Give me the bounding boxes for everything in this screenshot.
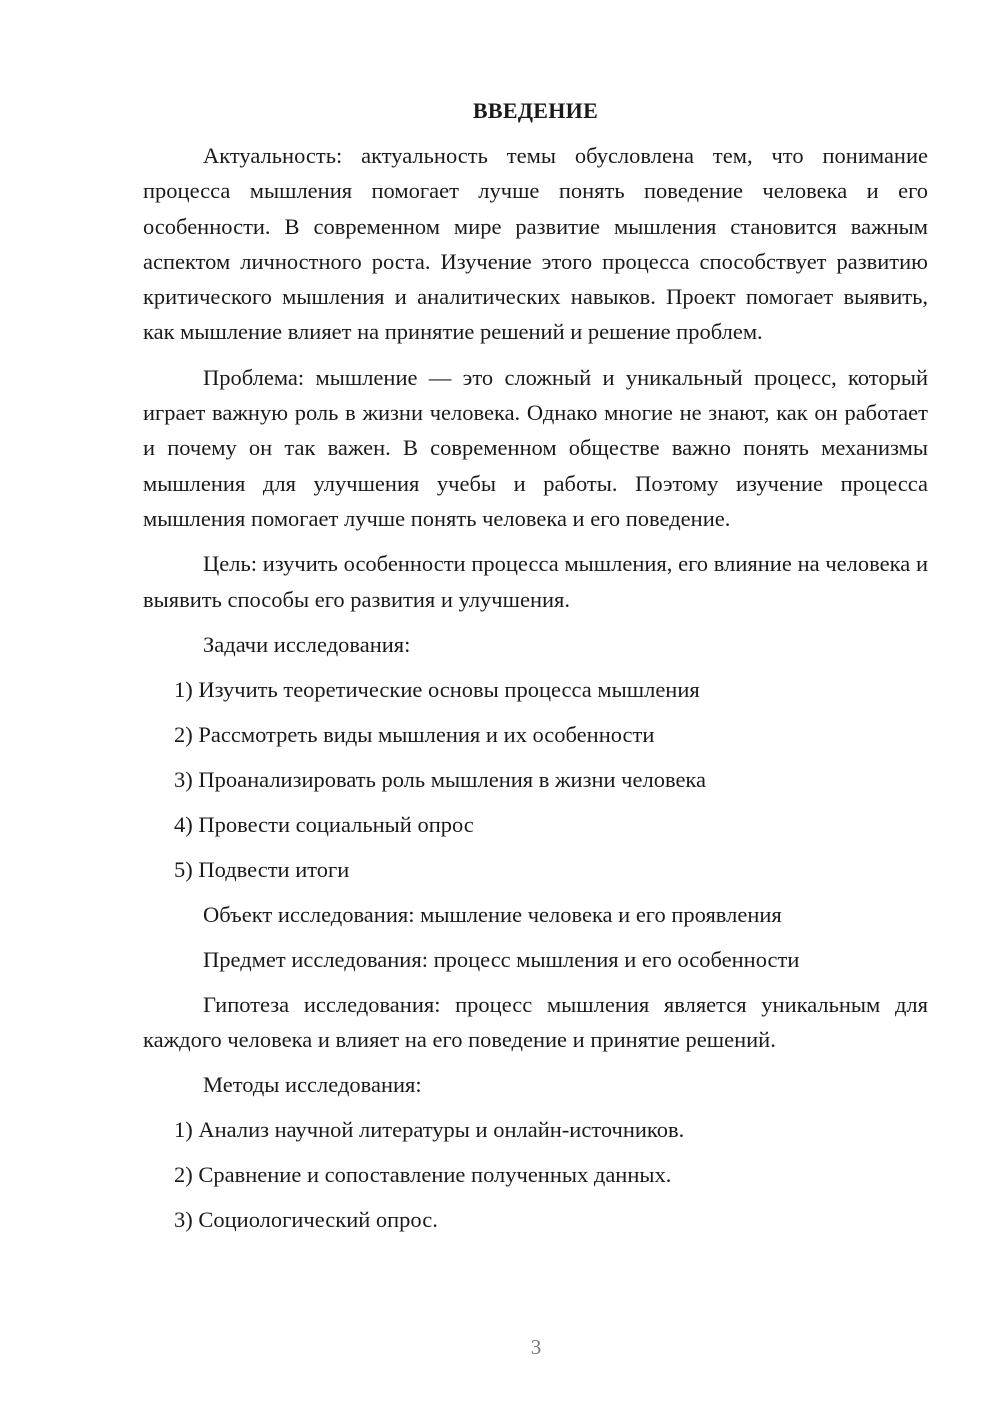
methods-title: Методы исследования: — [203, 1072, 422, 1098]
task-item: 3) Проанализировать роль мышления в жизни человека — [174, 766, 707, 792]
task-item: 5) Подвести итоги — [174, 856, 350, 882]
method-item: 3) Социологический опрос. — [174, 1207, 438, 1233]
task-item: 2) Рассмотреть виды мышления и их особенности — [174, 721, 655, 747]
problem-paragraph: Проблема: мышление — это сложный и уникальный процесс, который играет важную роль в жизни человека. Однако многие не знают, как он работает и почему он так важен. В современном обществе важно понять механизмы мышления для улучшения учебы и работы. Поэтому изучение процесса мышления помогает лучше понять человека и его поведение. — [143, 364, 928, 531]
goal-paragraph: Цель: изучить особенности процесса мышления, его влияние на человека и выявить способы его развития и улучшения. — [143, 551, 928, 612]
subject-line: Предмет исследования: процесс мышления и его особенности — [203, 946, 800, 972]
page-content — [143, 95, 928, 1247]
page-number: 3 — [530, 1335, 542, 1359]
object-line: Объект исследования: мышление человека и его проявления — [203, 901, 782, 927]
method-item: 1) Анализ научной литературы и онлайн-источников. — [174, 1117, 685, 1143]
section-heading: ВВЕДЕНИЕ — [472, 98, 599, 123]
tasks-title: Задачи исследования: — [203, 631, 411, 657]
relevance-paragraph: Актуальность: актуальность темы обусловлена тем, что понимание процесса мышления помогает лучше понять поведение человека и его особенности. В современном мире развитие мышления становится важным аспектом личностного роста. Изучение этого процесса способствует развитию критического мышления и аналитических навыков. Проект помогает выявить, как мышление влияет на принятие решений и решение проблем. — [143, 143, 928, 345]
hypothesis-paragraph: Гипотеза исследования: процесс мышления является уникальным для каждого человека и влияет на его поведение и принятие решений. — [143, 991, 928, 1053]
task-item: 4) Провести социальный опрос — [174, 811, 474, 837]
method-item: 2) Сравнение и сопоставление полученных данных. — [174, 1162, 672, 1188]
task-item: 1) Изучить теоретические основы процесса мышления — [174, 676, 700, 702]
